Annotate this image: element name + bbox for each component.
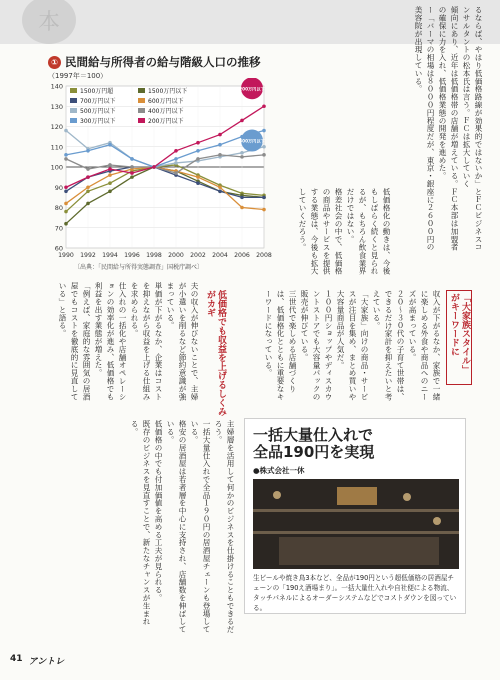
x-tick-label: 1996 — [124, 252, 140, 259]
x-tick-label: 1994 — [102, 252, 118, 259]
sidebar-box — [244, 418, 466, 614]
text-column: 仕入れの一括化や店舗オペレーションの効率化が進み、低価格でも利益を出す業態が増えた。 — [94, 282, 127, 401]
y-tick-label: 70 — [54, 224, 63, 233]
text-column: 既存のビジネスを見直すことで、新たなチャンスが生まれる。 — [130, 420, 151, 626]
data-point — [152, 165, 156, 169]
data-point — [86, 185, 90, 189]
data-point — [174, 171, 178, 175]
text-column: 三世代で楽しめる店舗づくりは、低価格化とともに重要なキーワードになっている。 — [264, 290, 297, 401]
data-point — [64, 190, 68, 194]
y-tick-label: 80 — [54, 204, 63, 212]
text-block-big-family — [224, 290, 442, 402]
text-column: １００円ショップやディスカウントストアでも大容量パックの販売が伸びている。 — [300, 290, 333, 401]
data-point — [240, 119, 244, 123]
data-point — [174, 157, 178, 161]
page-footer — [10, 654, 64, 667]
text-column: ２０〜３０代の子育て世帯は、できるだけ家計を抑えたいと考えている。 — [372, 290, 405, 401]
chart-title-text: 民間給与所得者の給与階級人口の推移 — [65, 55, 261, 69]
photo-sign — [337, 487, 377, 505]
data-point — [218, 190, 222, 194]
x-tick-label: 2000 — [168, 252, 184, 259]
data-point — [130, 171, 134, 175]
x-tick-label: 1990 — [58, 252, 74, 259]
text-columns-under-chart — [294, 188, 392, 280]
y-tick-label: 110 — [50, 143, 63, 152]
legend-swatch — [138, 118, 145, 123]
text-column: 格安の居酒屋は若者層を中心に支持され、店舗数を伸ばしている。 — [166, 420, 187, 634]
text-column: ー「バーマの相場は８０００円程度だが、東京・銀座に２６００円の美容院が出現している。 — [414, 6, 435, 251]
legend-label: 600万円以下 — [148, 98, 184, 105]
photo-shelf — [253, 509, 459, 512]
data-point — [108, 173, 112, 177]
photo-shelf — [253, 531, 459, 534]
data-point — [174, 161, 178, 165]
photo-counter — [279, 537, 439, 565]
data-point — [86, 190, 90, 194]
legend-swatch — [70, 98, 77, 103]
chart-number-badge: ① — [48, 56, 61, 69]
data-point — [196, 157, 200, 161]
chart-title — [48, 54, 388, 70]
text-columns-top-right — [398, 6, 484, 256]
restaurant-photo — [253, 479, 459, 569]
y-tick-label: 60 — [54, 244, 63, 253]
text-block-lower — [20, 420, 236, 640]
y-tick-label: 90 — [54, 183, 63, 192]
text-column: 収入が下がるなか、家族で一緒に楽しめる外食や商品へのニーズが高まっている。 — [408, 290, 441, 401]
data-point — [218, 185, 222, 189]
legend-swatch — [138, 88, 145, 93]
data-point — [130, 175, 134, 179]
line-chart — [44, 78, 274, 263]
text-column: 主婦層を活用して何かのビジネスを仕掛けることもできるだろう。 — [214, 420, 235, 634]
data-point — [262, 208, 266, 212]
data-point — [64, 210, 68, 214]
data-point — [86, 149, 90, 153]
data-point — [196, 181, 200, 185]
x-tick-label: 1998 — [146, 252, 162, 259]
x-tick-label: 1992 — [80, 252, 96, 259]
data-point — [64, 185, 68, 189]
legend-swatch — [138, 108, 145, 113]
photo-light — [433, 517, 441, 525]
legend-label: 400万円以下 — [148, 108, 184, 115]
data-point — [240, 151, 244, 155]
y-tick-label: 120 — [50, 123, 63, 131]
data-point — [64, 202, 68, 206]
data-point — [196, 149, 200, 153]
data-point — [262, 104, 266, 108]
text-column: 傾向にあり、近年は低価格帯の店舗が増えている。ＦＣ本部は加盟者の確保に力を入れ、低価格業態の開発を進めた。 — [438, 6, 459, 251]
data-point — [196, 175, 200, 179]
data-point — [262, 153, 266, 157]
magazine-name: アントレ — [28, 657, 65, 667]
data-point — [174, 149, 178, 153]
page-number: 41 — [10, 654, 23, 664]
data-point — [108, 143, 112, 147]
legend-swatch — [70, 118, 77, 123]
data-point — [240, 196, 244, 200]
section-heading-big-family: 「大家族スタイル」がキーワードに — [446, 290, 472, 385]
chart-unit: （1997年＝100） — [48, 72, 108, 80]
data-point — [86, 167, 90, 171]
data-point — [64, 129, 68, 133]
text-column: 夫の収入が伸びないことで、主婦が小遣いを削るなど節約意識が強まっている。 — [166, 282, 199, 401]
text-block-profit — [20, 282, 200, 402]
legend-label: 1500万円以下 — [148, 88, 188, 95]
data-point — [240, 155, 244, 159]
x-tick-label: 2006 — [234, 252, 250, 259]
data-point — [108, 190, 112, 194]
photo-light — [273, 491, 281, 499]
callout-label: 300万円以下 — [239, 138, 265, 144]
data-point — [108, 163, 112, 167]
y-tick-label: 100 — [50, 163, 63, 172]
decorative-circle: 本 — [22, 0, 76, 44]
data-point — [64, 157, 68, 161]
y-tick-label: 140 — [50, 82, 63, 91]
text-column: 低価格化の動きは、今後もしばらく続くと見られるが、もちろん飲食業界だけではない。 — [346, 188, 391, 275]
x-tick-label: 2002 — [190, 252, 206, 259]
data-point — [262, 129, 266, 133]
data-point — [240, 206, 244, 210]
data-point — [108, 167, 112, 171]
legend-label: 200万円以下 — [148, 118, 184, 125]
data-point — [262, 196, 266, 200]
photo-light — [403, 493, 411, 501]
legend-label: 300万円以下 — [80, 118, 116, 125]
section-heading-profit: 低価格でも収益を上げるしくみがカギ — [205, 290, 226, 416]
callout-label: 200万円以下 — [239, 86, 265, 92]
legend-label: 700万円以下 — [80, 98, 116, 105]
legend-swatch — [138, 98, 145, 103]
data-point — [86, 175, 90, 179]
text-column: 単価が下がるなか、企業はコストを抑えながら収益を上げる仕組みを求められる。 — [130, 282, 163, 401]
data-point — [130, 157, 134, 161]
text-column: 「例えば、家庭的な雰囲気の居酒屋でもコストを徹底的に見直している」と語る。 — [58, 282, 91, 401]
legend-label: 1500万円超 — [80, 88, 114, 95]
text-column: 低価格の中でも付加価値を高める工夫が見られる。 — [154, 420, 163, 602]
y-tick-label: 130 — [50, 102, 63, 111]
data-point — [86, 202, 90, 206]
legend-swatch — [70, 88, 77, 93]
data-point — [196, 141, 200, 145]
data-point — [218, 133, 222, 137]
text-column: 「大家族」向けの商品・サービスが注目を集め、まとめ買いや大容量商品が人気だ。 — [336, 290, 369, 401]
text-column: 格差社会の中で、低価格の商品やサービスを提供する業態は、今後も拡大していくだろう。 — [298, 188, 343, 275]
data-point — [64, 153, 68, 157]
data-point — [218, 143, 222, 147]
photo-caption: 生ビールや焼き鳥3本など、全品が190円という超低価格の居酒屋チェーンの「190え酒場まり」。一括大量仕入れや自社便による物流、タッチパネルによるオーダーシステムなどでコストダウンを図っている。 — [253, 574, 457, 612]
data-point — [218, 153, 222, 157]
x-tick-label: 2008 — [256, 252, 272, 259]
x-tick-label: 2004 — [212, 252, 228, 259]
chart-source: 〔出典：「民間給与所得実態調査」国税庁調べ〕 — [74, 264, 204, 271]
text-column: 一括大量仕入れで全品１９０円の居酒屋チェーンも登場している。 — [190, 420, 211, 634]
data-point — [130, 165, 134, 169]
sidebar-title: 一括大量仕入れで 全品190円を実現 — [253, 426, 375, 461]
data-point — [64, 222, 68, 226]
text-column: るならば、やはり低価格路線が効果的ではないか」とＦＣビジネスコンサルタントの松本氏は言う。ＦＣは拡大していく — [462, 6, 483, 251]
legend-swatch — [70, 108, 77, 113]
data-point — [262, 145, 266, 149]
legend-label: 500万円以下 — [80, 108, 116, 115]
data-point — [108, 181, 112, 185]
sidebar-company: ●株式会社一休 — [253, 466, 305, 475]
